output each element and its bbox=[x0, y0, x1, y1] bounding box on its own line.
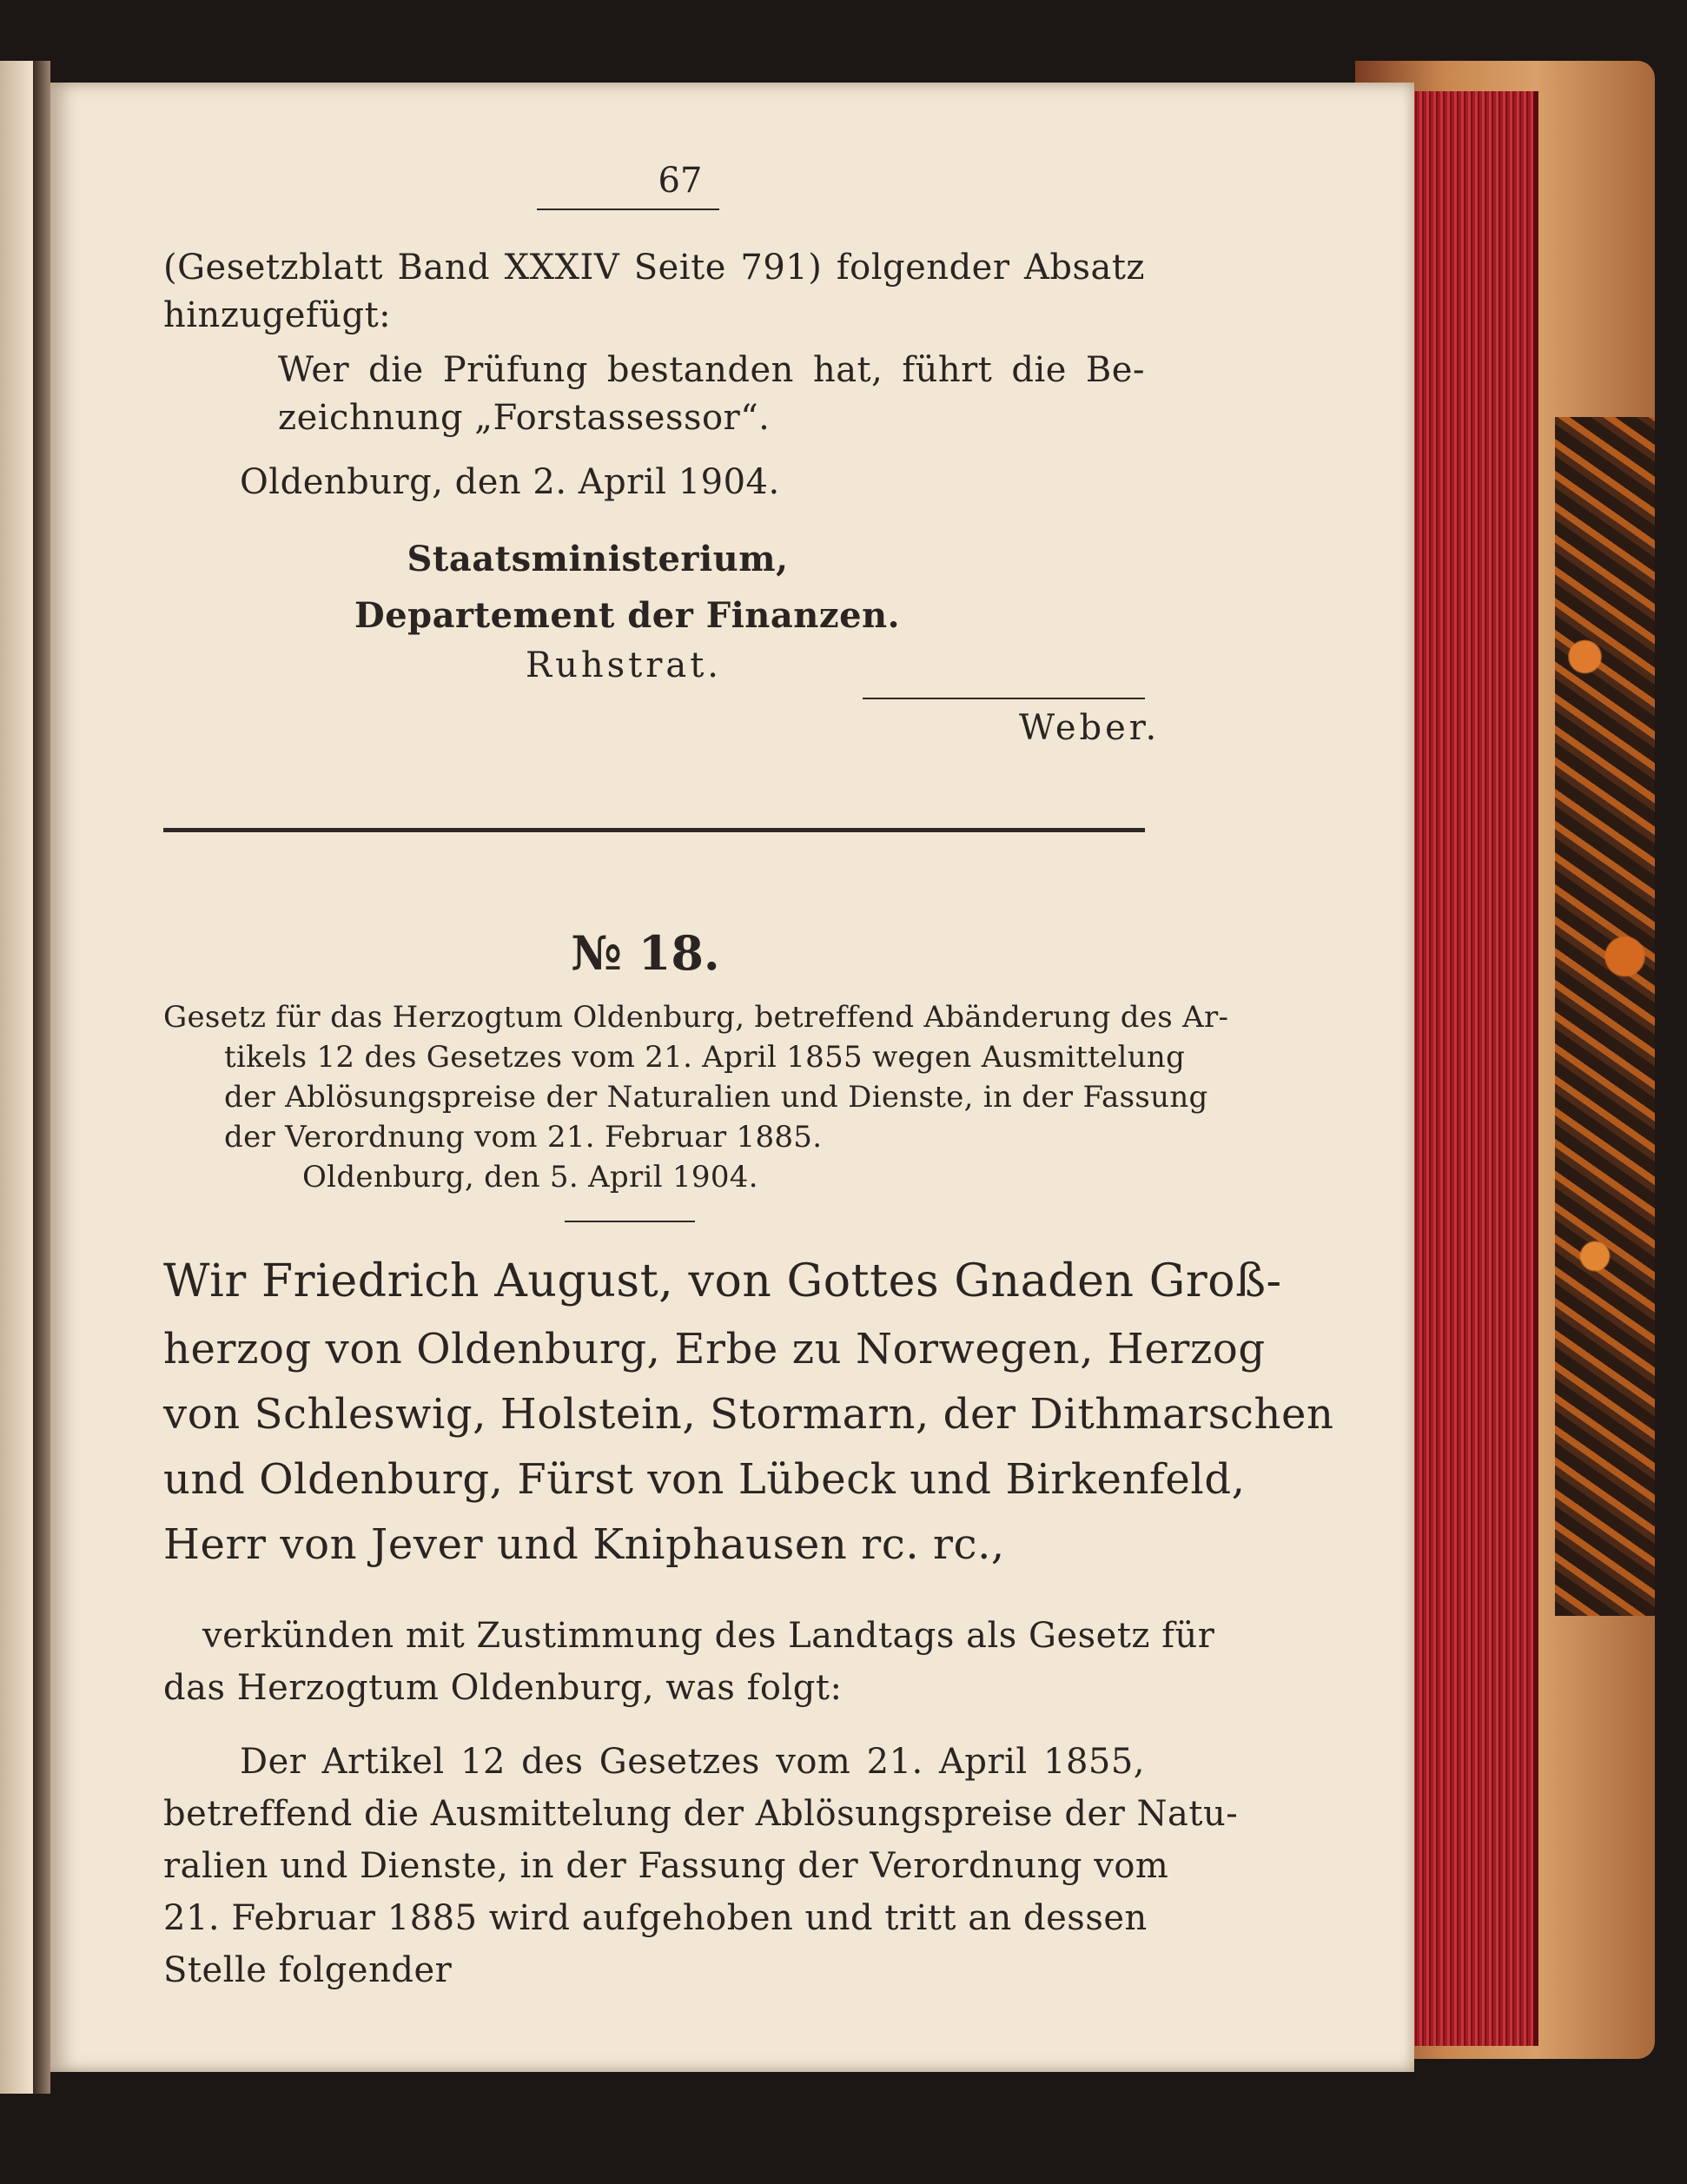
department-name: Departement der Finanzen. bbox=[354, 595, 901, 636]
book-gutter bbox=[33, 61, 50, 2094]
intro-line: (Gesetzblatt Band XXXIV Seite 791) folgender Absatz bbox=[163, 248, 1145, 288]
book-page bbox=[50, 83, 1414, 2072]
page-number: 67 bbox=[658, 161, 703, 201]
preamble-line: und Oldenburg, Fürst von Lübeck und Birkenfeld, bbox=[163, 1455, 1246, 1504]
article-line: ralien und Dienste, in der Fassung der Verordnung vom bbox=[163, 1846, 1169, 1886]
intro-date: Oldenburg, den 2. April 1904. bbox=[240, 462, 780, 502]
preamble-line: herzog von Oldenburg, Erbe zu Norwegen, Herzog bbox=[163, 1325, 1266, 1373]
signer-name: Ruhstrat. bbox=[526, 645, 722, 685]
preamble-line: Herr von Jever und Kniphausen rc. rc., bbox=[163, 1520, 1005, 1569]
page-number-rule bbox=[537, 208, 719, 210]
article-line: Stelle folgender bbox=[163, 1950, 453, 1990]
law-title-rule bbox=[565, 1221, 695, 1222]
article-line: betreffend die Ausmittelung der Ablösungspreise der Natu- bbox=[163, 1794, 1239, 1834]
quote-line: zeichnung „Forstassessor“. bbox=[278, 398, 771, 438]
countersigner-name: Weber. bbox=[1019, 708, 1161, 748]
signature-rule bbox=[863, 698, 1145, 699]
law-title-line: tikels 12 des Gesetzes vom 21. April 1855 wegen Ausmittelung bbox=[224, 1040, 1186, 1075]
law-title-line: der Ablösungspreise der Naturalien und Dienste, in der Fassung bbox=[224, 1080, 1208, 1115]
article-line: Der Artikel 12 des Gesetzes vom 21. April 1855, bbox=[240, 1742, 1145, 1782]
left-page-edge bbox=[0, 61, 33, 2094]
preamble-line: Wir Friedrich August, von Gottes Gnaden Groß- bbox=[163, 1255, 1282, 1307]
page-block-edge bbox=[1403, 91, 1538, 2046]
section-divider bbox=[163, 828, 1145, 832]
proclamation-line: verkünden mit Zustimmung des Landtags als Gesetz für bbox=[202, 1616, 1215, 1656]
marbled-edge bbox=[1555, 417, 1655, 1616]
quote-line: Wer die Prüfung bestanden hat, führt die Be- bbox=[278, 350, 1145, 390]
law-title-line: Gesetz für das Herzogtum Oldenburg, betreffend Abänderung des Ar- bbox=[163, 1000, 1229, 1035]
intro-line: hinzugefügt: bbox=[163, 295, 392, 335]
proclamation-line: das Herzogtum Oldenburg, was folgt: bbox=[163, 1668, 843, 1708]
law-title-line: der Verordnung vom 21. Februar 1885. bbox=[224, 1120, 823, 1155]
ministry-name: Staatsministerium, bbox=[407, 539, 789, 579]
article-line: 21. Februar 1885 wird aufgehoben und tritt an dessen bbox=[163, 1898, 1148, 1938]
preamble-line: von Schleswig, Holstein, Stormarn, der Dithmarschen bbox=[163, 1390, 1334, 1439]
law-date: Oldenburg, den 5. April 1904. bbox=[302, 1160, 758, 1195]
law-number: № 18. bbox=[571, 925, 720, 981]
